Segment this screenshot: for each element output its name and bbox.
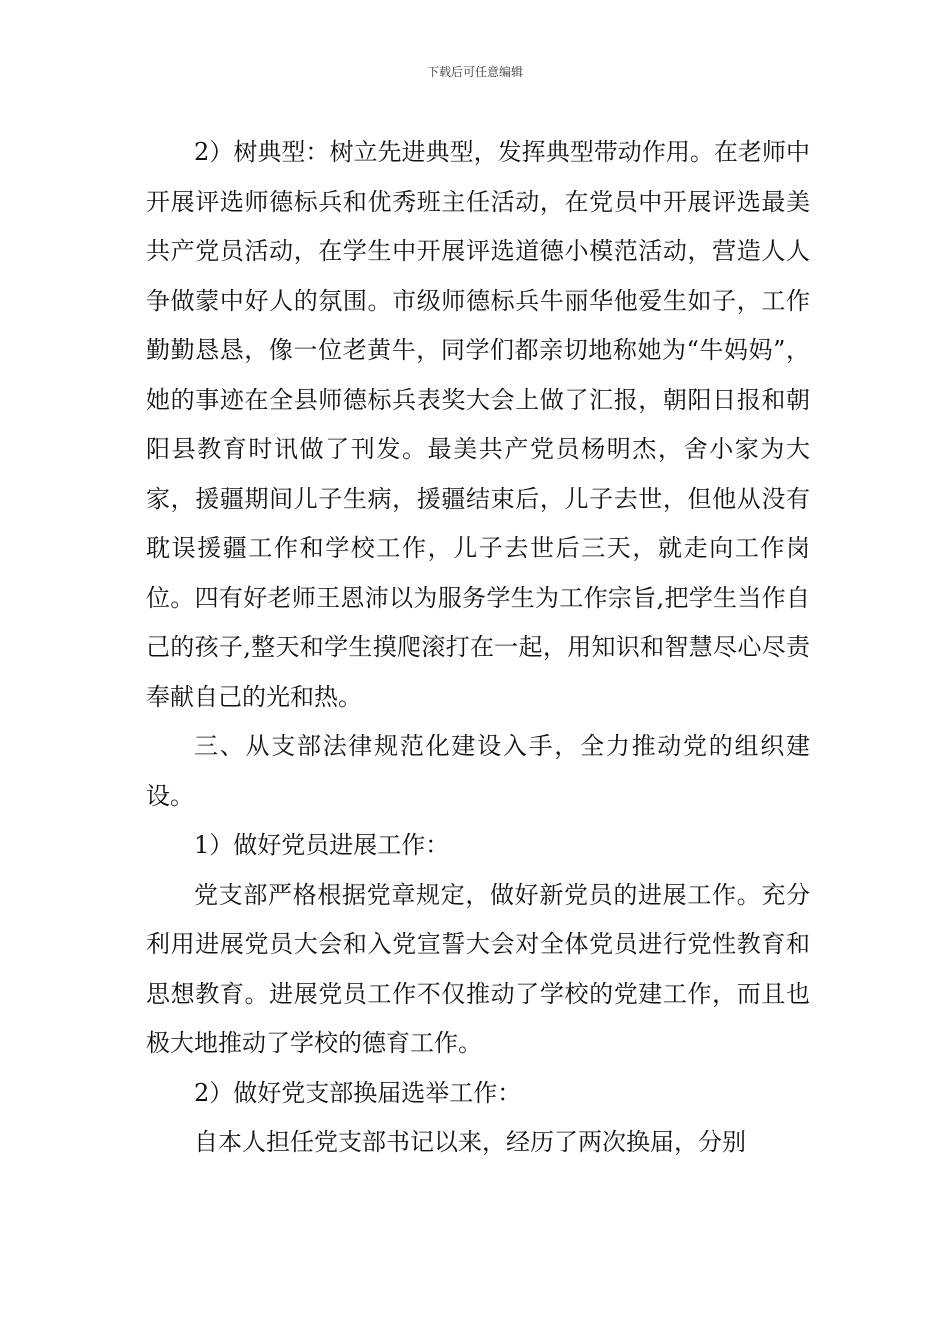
page-header: 下载后可任意编辑 [426, 65, 523, 79]
paragraph-member-development: 党支部严格根据党章规定，做好新党员的进展工作。充分利用进展党员大会和入党宣誓大会对全体党员进行党性教育和思想教育。进展党员工作不仅推动了学校的党建工作，而且也极大地推动了学校的德育工作。 [146, 880, 810, 1057]
document-body [146, 128, 810, 1168]
paragraph-section-three-heading: 三、从支部法律规范化建设入手，全力推动党的组织建设。 [146, 732, 810, 810]
paragraph-election-heading: 2）做好党支部换届选举工作： [194, 1078, 522, 1107]
paragraph-member-development-heading: 1）做好党员进展工作： [194, 831, 450, 859]
paragraph-election: 自本人担任党支部书记以来，经历了两次换届，分别 [194, 1128, 746, 1156]
paragraph-typical-models: 2）树典型：树立先进典型，发挥典型带动作用。在老师中开展评选师德标兵和优秀班主任活动，在党员中开展评选最美共产党员活动，在学生中开展评选道德小模范活动，营造人人争做蒙中好人的氛围。市级师德标兵牛丽华他爱生如子，工作勤勤恳恳，像一位老黄牛，同学们都亲切地称她为“牛妈妈”，她的事迹在全县师德标兵表奖大会上做了汇报，朝阳日报和朝阳县教育时讯做了刊发。最美共产党员杨明杰，舍小家为大家，援疆期间儿子生病，援疆结束后，儿子去世，但他从没有耽误援疆工作和学校工作，儿子去世后三天，就走向工作岗位。四有好老师王恩沛以为服务学生为工作宗旨,把学生当作自己的孩子,整天和学生摸爬滚打在一起，用知识和智慧尽心尽责奉献自己的光和热。 [146, 138, 810, 711]
